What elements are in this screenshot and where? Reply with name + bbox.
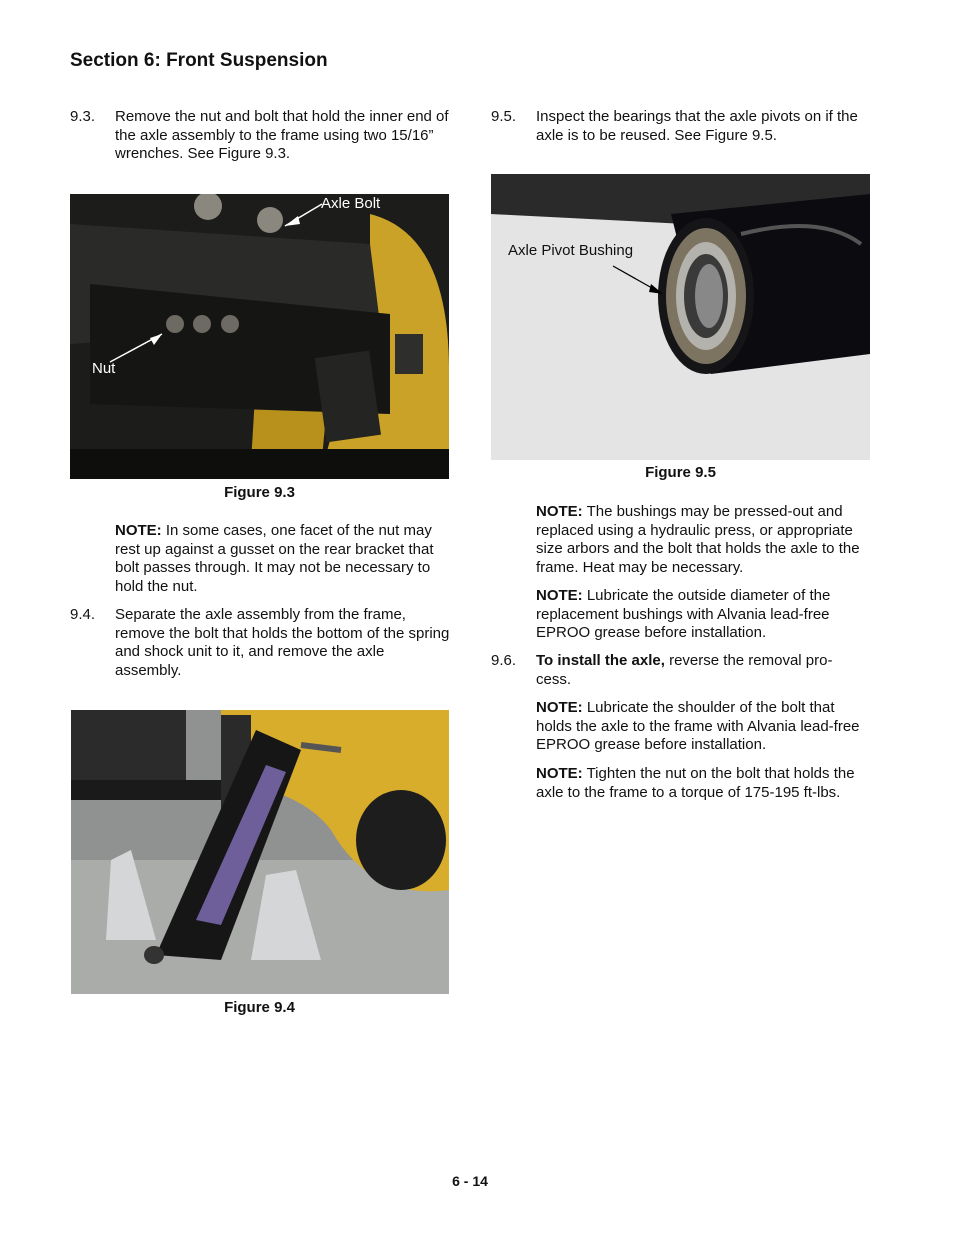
label-nut: Nut bbox=[92, 360, 116, 377]
label-axle-pivot-bushing: Axle Pivot Bushing bbox=[508, 242, 634, 259]
step-text-9-5: Inspect the bearings that the axle pivots on if the axle is to be reused. See Figure 9.5. bbox=[536, 108, 858, 144]
step-number-9-6: 9.6. bbox=[491, 652, 517, 669]
note-5 bbox=[536, 765, 871, 802]
note-2-label: NOTE: bbox=[536, 503, 583, 520]
note-1 bbox=[115, 522, 450, 597]
label-axle-bolt: Axle Bolt bbox=[321, 195, 381, 212]
note-4-label: NOTE: bbox=[536, 699, 583, 716]
note-3-label: NOTE: bbox=[536, 587, 583, 604]
step-text-9-3: Remove the nut and bolt that hold the inner end of the axle assembly to the frame using two 15/16” wrenches. See Figure 9.3. bbox=[115, 108, 449, 163]
step-number-9-4: 9.4. bbox=[70, 606, 96, 623]
figure-9-4-caption: Figure 9.4 bbox=[224, 999, 295, 1016]
step-9-6-text: reverse the removal pro-cess. bbox=[536, 652, 833, 688]
note-3 bbox=[536, 587, 871, 643]
figure-9-4-photo bbox=[71, 710, 449, 994]
step-number-9-3: 9.3. bbox=[70, 108, 96, 125]
section-title: Section 6: Front Suspension bbox=[70, 50, 328, 71]
step-text-9-4: Separate the axle assembly from the frame, remove the bolt that holds the bottom of the spring and shock unit to it, and remove the axle assembly. bbox=[115, 606, 450, 680]
figure-9-3-caption: Figure 9.3 bbox=[224, 484, 295, 501]
note-2 bbox=[536, 503, 871, 578]
note-2-text: The bushings may be pressed-out and replaced using a hydraulic press, or appropriate size arbors and the bolt that holds the axle to the frame. Heat may be necessary. bbox=[536, 503, 860, 577]
note-3-text: Lubricate the outside diameter of the replacement bushings with Alvania lead-free EPROO grease before installation. bbox=[536, 587, 831, 642]
figure-9-5-photo bbox=[491, 174, 870, 460]
page-number: 6 - 14 bbox=[452, 1173, 488, 1189]
note-4 bbox=[536, 699, 871, 755]
figure-9-3-photo bbox=[70, 194, 449, 479]
note-5-label: NOTE: bbox=[536, 765, 583, 782]
note-1-text: In some cases, one facet of the nut may rest up against a gusset on the rear bracket that bolt passes through. It may not be necessary to hold the nut. bbox=[115, 522, 434, 596]
note-4-text: Lubricate the shoulder of the bolt that holds the axle to the frame with Alvania lead-free EPROO grease before installation. bbox=[536, 699, 860, 754]
step-text-9-6 bbox=[536, 652, 861, 689]
figure-9-5-caption: Figure 9.5 bbox=[645, 464, 716, 481]
note-5-text: Tighten the nut on the bolt that holds the axle to the frame to a torque of 175-195 ft-lbs. bbox=[536, 765, 855, 801]
note-1-label: NOTE: bbox=[115, 522, 162, 539]
step-9-6-bold: To install the axle, bbox=[536, 652, 665, 669]
step-number-9-5: 9.5. bbox=[491, 108, 517, 125]
